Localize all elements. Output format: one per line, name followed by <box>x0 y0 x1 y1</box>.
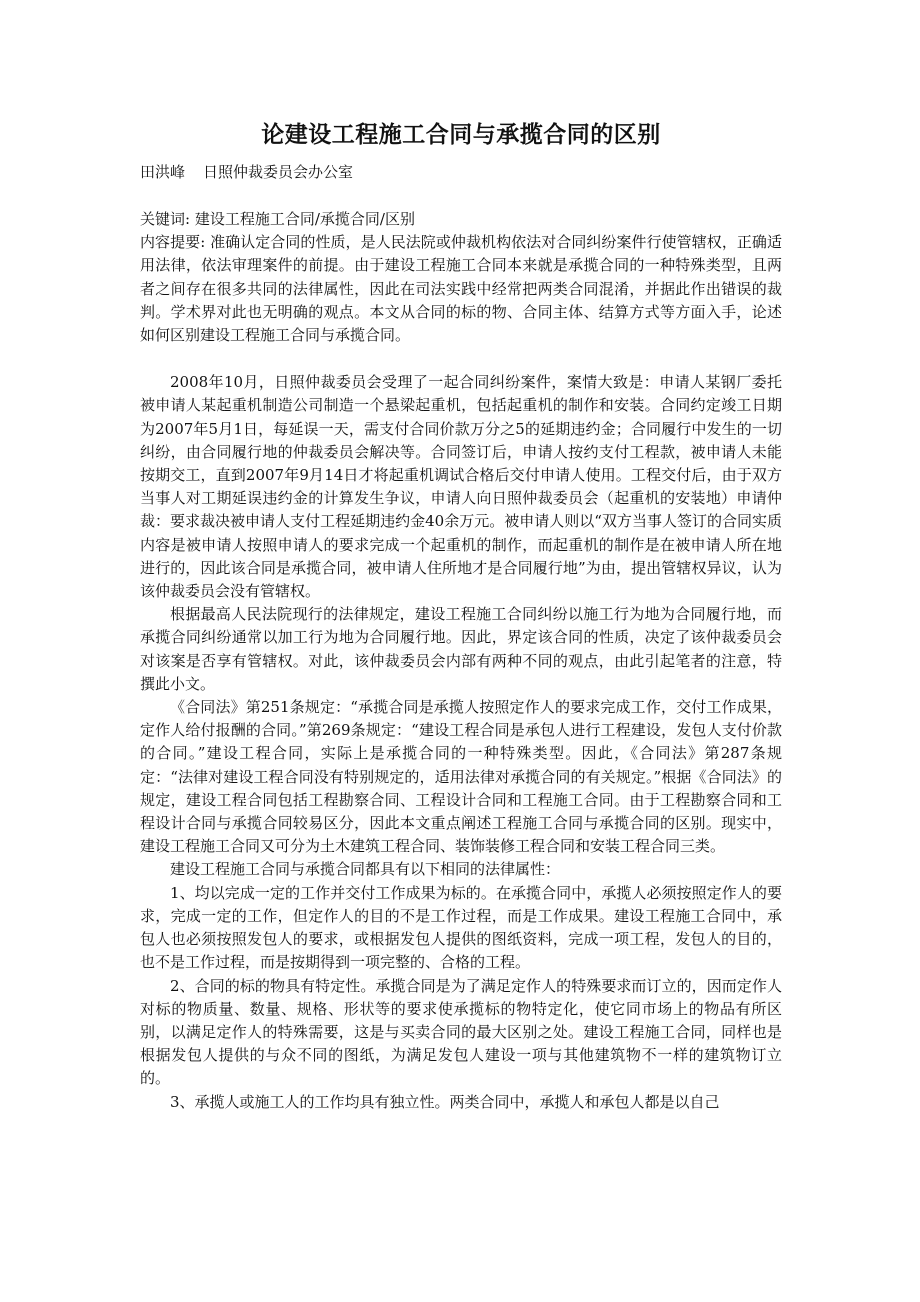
author-line <box>140 160 782 184</box>
abstract-text: 准确认定合同的性质，是人民法院或仲裁机构依法对合同纠纷案件行使管辖权，正确适用法律，依法审理案件的前提。由于建设工程施工合同本来就是承揽合同的一种特殊类型，且两者之间存在很多共同的法律属性，因此在司法实践中经常把两类合同混淆，并据此作出错误的裁判。学术界对此也无明确的观点。本文从合同的标的物、合同主体、结算方式等方面入手，论述如何区别建设工程施工合同与承揽合同。 <box>140 233 782 345</box>
body-paragraph: 《合同法》第251条规定：“承揽合同是承揽人按照定作人的要求完成工作，交付工作成果，定作人给付报酬的合同。”第269条规定：“建设工程合同是承包人进行工程建设，发包人支付价款的合同。”建设工程合同，实际上是承揽合同的一种特殊类型。因此，《合同法》第287条规定：“法律对建设工程合同没有特别规定的，适用法律对承揽合同的有关规定。”根据《合同法》的规定，建设工程合同包括工程勘察合同、工程设计合同和工程施工合同。由于工程勘察合同和工程设计合同与承揽合同较易区分，因此本文重点阐述工程施工合同与承揽合同的区别。现实中，建设工程施工合同又可分为土木建筑工程合同、装饰装修工程合同和安装工程合同三类。 <box>140 698 782 856</box>
keywords-label: 关键词: <box>140 210 191 228</box>
section-spacer <box>140 347 782 371</box>
body-paragraph: 1、均以完成一定的工作并交付工作成果为标的。在承揽合同中，承揽人必须按照定作人的要求，完成一定的工作，但定作人的目的不是工作过程，而是工作成果。建设工程施工合同中，承包人也必须按照发包人的要求，或根据发包人提供的图纸资料，完成一项工程，发包人的目的，也不是工作过程，而是按期得到一项完整的、合格的工程。 <box>140 883 782 972</box>
abstract-label: 内容提要: <box>140 233 206 252</box>
abstract-block <box>140 231 782 347</box>
author-affiliation: 日照仲裁委员会办公室 <box>203 163 354 181</box>
body-paragraph: 建设工程施工合同与承揽合同都具有以下相同的法律属性： <box>170 860 561 879</box>
document-title: 论建设工程施工合同与承揽合同的区别 <box>261 122 661 148</box>
body-paragraph: 根据最高人民法院现行的法律规定，建设工程施工合同纠纷以施工行为地为合同履行地，而承揽合同纠纷通常以加工行为地为合同履行地。因此，界定该合同的性质，决定了该仲裁委员会对该案是否享有管辖权。对此，该仲裁委员会内部有两种不同的观点，由此引起笔者的注意，特撰此小文。 <box>140 605 782 693</box>
keywords-line <box>140 208 782 231</box>
author-name: 田洪峰 <box>140 163 186 181</box>
body-paragraph: 3、承揽人或施工人的工作均具有独立性。两类合同中，承揽人和承包人都是以自己 <box>170 1092 720 1111</box>
body-paragraph: 2、合同的标的物具有特定性。承揽合同是为了满足定作人的特殊要求而订立的，因而定作人对标的物质量、数量、规格、形状等的要求使承揽标的物特定化，使它同市场上的物品有所区别，以满足定作人的特殊需要，这是与买卖合同的最大区别之处。建设工程施工合同，同样也是根据发包人提供的与众不同的图纸，为满足发包人建设一项与其他建筑物不一样的建筑物订立的。 <box>140 976 782 1088</box>
document-page <box>140 118 782 1114</box>
body-paragraph: 2008年10月，日照仲裁委员会受理了一起合同纠纷案件，案情大致是：申请人某钢厂委托被申请人某起重机制造公司制造一个悬梁起重机，包括起重机的制作和安装。合同约定竣工日期为2007年5月1日，每延误一天，需支付合同价款万分之5的延期违约金；合同履行中发生的一切纠纷，由合同履行地的仲裁委员会解决等。合同签订后，申请人按约支付工程款，被申请人未能按期交工，直到2007年9月14日才将起重机调试合格后交付申请人使用。工程交付后，由于双方当事人对工期延误违约金的计算发生争议，申请人向日照仲裁委员会（起重机的安装地）申请仲裁：要求裁决被申请人支付工程延期违约金40余万元。被申请人则以“双方当事人签订的合同实质内容是被申请人按照申请人的要求完成一个起重机的制作，而起重机的制作是在被申请人所在地进行的，因此该合同是承揽合同，被申请人住所地才是合同履行地”为由，提出管辖权异议，认为该仲裁委员会没有管辖权。 <box>140 373 782 601</box>
keywords-text: 建设工程施工合同/承揽合同/区别 <box>194 210 415 228</box>
